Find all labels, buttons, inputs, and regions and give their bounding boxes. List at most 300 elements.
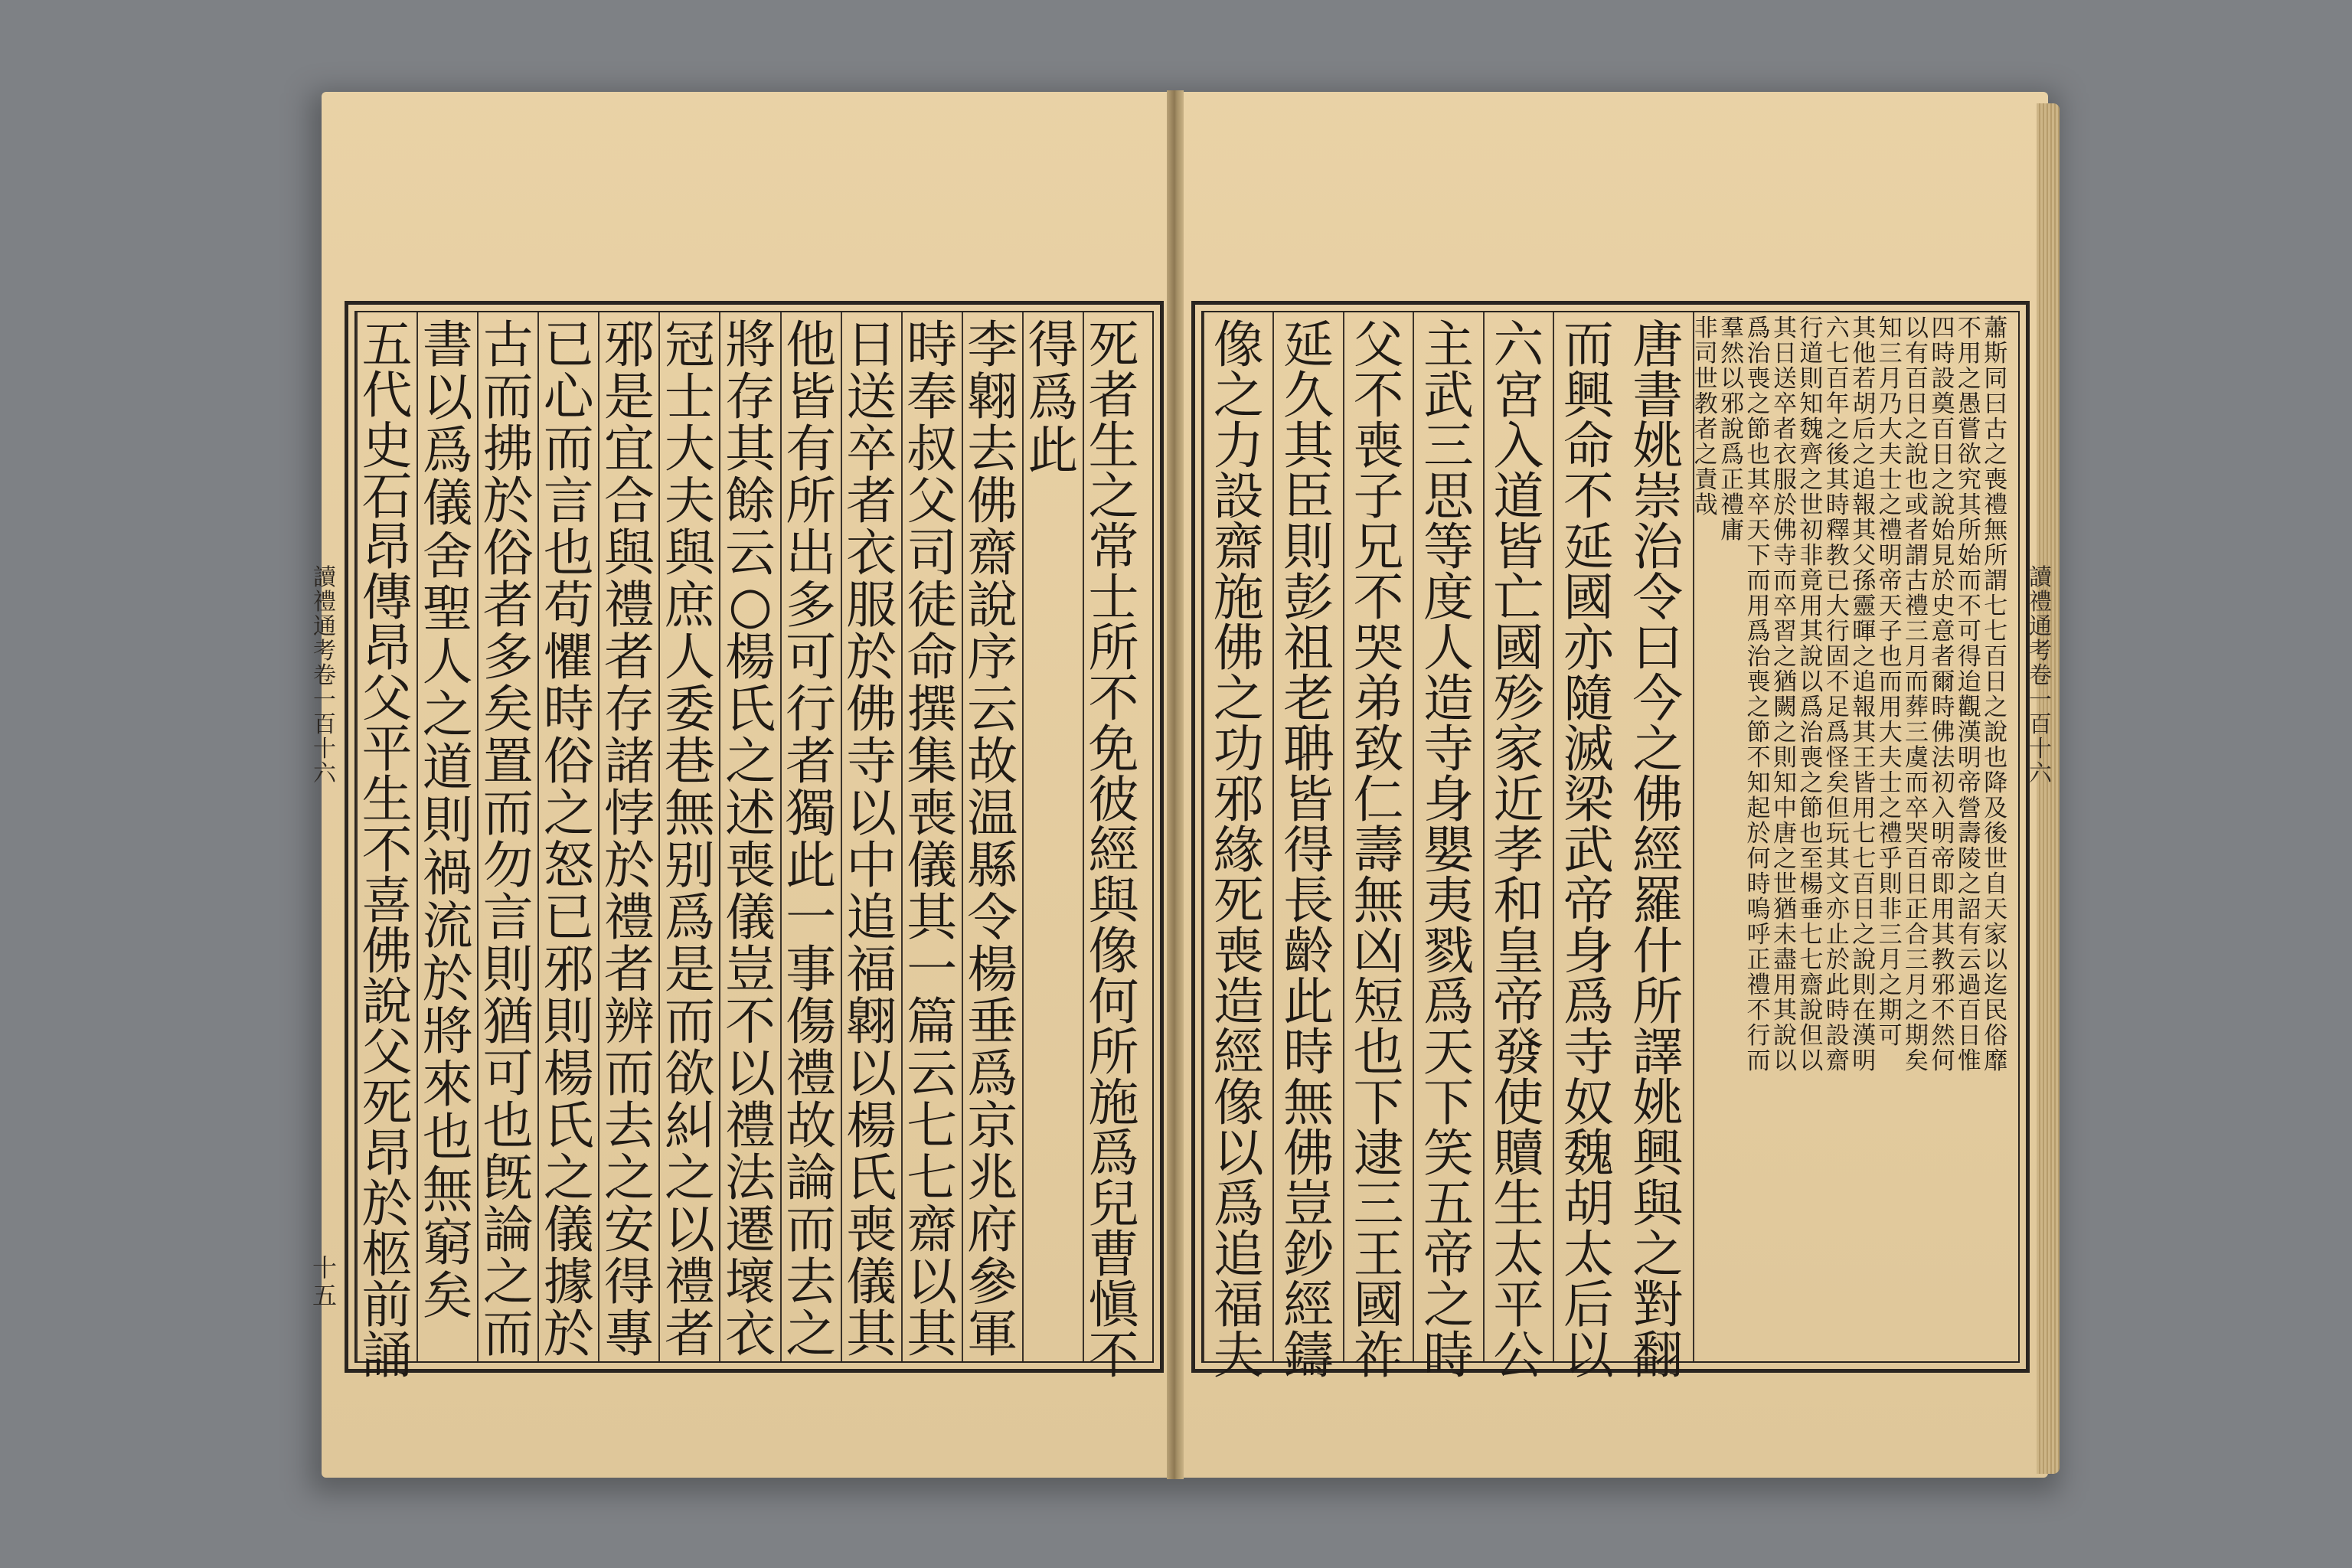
glyph: 老 bbox=[1283, 669, 1334, 728]
text-column bbox=[1483, 312, 1553, 1385]
glyph: 父 bbox=[1852, 542, 1877, 570]
glyph: 正 bbox=[1905, 896, 1929, 923]
glyph: 其 bbox=[846, 1305, 897, 1364]
glyph: 邪 bbox=[543, 940, 594, 999]
glyph: 國 bbox=[1353, 1276, 1404, 1334]
glyph: 行 bbox=[1746, 1022, 1771, 1050]
glyph: 書 bbox=[422, 315, 473, 374]
glyph: 翺 bbox=[967, 368, 1018, 426]
glyph: 而 bbox=[1878, 668, 1903, 696]
annotation-column bbox=[1693, 312, 1719, 1361]
glyph: 之 bbox=[1088, 467, 1139, 526]
glyph: 不 bbox=[724, 992, 776, 1051]
glyph: 喪 bbox=[1213, 922, 1264, 981]
glyph: 大 bbox=[1878, 416, 1903, 443]
glyph: 與 bbox=[664, 524, 715, 583]
glyph: 皆 bbox=[1852, 769, 1877, 797]
glyph: 則 bbox=[1283, 518, 1334, 577]
glyph: 與 bbox=[1632, 1174, 1684, 1233]
glyph: 禮 bbox=[1984, 492, 2008, 519]
glyph: 興 bbox=[1563, 366, 1614, 425]
glyph: 之 bbox=[1905, 416, 1929, 443]
glyph: 平 bbox=[361, 720, 413, 779]
glyph: 爲 bbox=[1423, 972, 1474, 1031]
glyph: 報 bbox=[1852, 694, 1877, 721]
glyph: 喪 bbox=[1799, 744, 1824, 772]
glyph: 延 bbox=[1563, 518, 1614, 577]
text-column bbox=[1413, 312, 1482, 1385]
glyph: 古 bbox=[1905, 567, 1929, 595]
glyph: 懼 bbox=[543, 628, 594, 687]
glyph: 嗚 bbox=[1746, 896, 1771, 923]
glyph: 蕭 bbox=[1984, 315, 2008, 342]
glyph: 以 bbox=[1772, 1047, 1797, 1075]
glyph: 楊 bbox=[543, 1044, 594, 1103]
text-column bbox=[1083, 312, 1143, 1385]
glyph: 也 bbox=[1905, 466, 1929, 494]
glyph: 於 bbox=[1746, 820, 1771, 848]
glyph: 說 bbox=[967, 576, 1018, 635]
glyph: 於 bbox=[1931, 567, 1955, 595]
glyph: 寺 bbox=[1423, 720, 1474, 779]
glyph: 不 bbox=[1957, 593, 1981, 620]
right-column-grid bbox=[1201, 311, 2020, 1385]
glyph: 正 bbox=[1746, 946, 1771, 974]
glyph: 思 bbox=[1423, 467, 1474, 526]
glyph: 得 bbox=[603, 1253, 655, 1312]
glyph: 兒 bbox=[1088, 1174, 1139, 1233]
glyph: 今 bbox=[1632, 669, 1684, 728]
glyph: 他 bbox=[1852, 340, 1877, 368]
glyph: 日 bbox=[1905, 390, 1929, 418]
glyph: 造 bbox=[1423, 669, 1474, 728]
glyph: 曹 bbox=[1088, 1225, 1139, 1284]
glyph: 窮 bbox=[422, 1214, 473, 1272]
glyph: 五 bbox=[1423, 1174, 1474, 1233]
glyph: 何 bbox=[1746, 845, 1771, 873]
glyph: 奠 bbox=[1931, 390, 1955, 418]
glyph: 國 bbox=[1493, 619, 1544, 678]
glyph: 福 bbox=[846, 940, 897, 999]
glyph: 已 bbox=[543, 888, 594, 947]
glyph: 其 bbox=[1799, 618, 1824, 645]
glyph: 王 bbox=[1353, 1225, 1404, 1284]
glyph: 贖 bbox=[1493, 1124, 1544, 1183]
glyph: 武 bbox=[1423, 366, 1474, 425]
glyph: 帝 bbox=[1423, 1225, 1474, 1284]
glyph: 氏 bbox=[724, 680, 776, 739]
glyph: 時 bbox=[1825, 997, 1850, 1024]
glyph: 序 bbox=[967, 628, 1018, 687]
glyph: 三 bbox=[1878, 340, 1903, 368]
glyph: 長 bbox=[1283, 871, 1334, 930]
glyph: 之 bbox=[786, 1305, 837, 1364]
glyph: 經 bbox=[1632, 821, 1684, 880]
glyph: 庸 bbox=[1720, 517, 1745, 544]
glyph: 卷 bbox=[2029, 662, 2052, 689]
glyph: 子 bbox=[1878, 618, 1903, 645]
glyph: 徒 bbox=[906, 576, 958, 635]
glyph: 言 bbox=[482, 888, 534, 947]
glyph: 其 bbox=[1852, 315, 1877, 342]
glyph: 者 bbox=[1772, 416, 1797, 443]
glyph: 隨 bbox=[1563, 669, 1614, 728]
glyph: 所 bbox=[1088, 619, 1139, 678]
glyph: 日 bbox=[1957, 1022, 1981, 1050]
glyph: 之 bbox=[724, 732, 776, 791]
glyph: 觀 bbox=[1957, 694, 1981, 721]
glyph: 以 bbox=[422, 368, 473, 427]
glyph: 究 bbox=[1957, 466, 1981, 494]
glyph: 后 bbox=[1563, 1276, 1614, 1334]
glyph: 時 bbox=[1423, 1326, 1474, 1385]
glyph: 翺 bbox=[846, 992, 897, 1051]
glyph: 用 bbox=[1772, 972, 1797, 999]
glyph: 一 bbox=[906, 940, 958, 999]
glyph: 以 bbox=[846, 1044, 897, 1103]
glyph: 之 bbox=[1213, 366, 1264, 425]
glyph: 送 bbox=[846, 368, 897, 426]
glyph: 帝 bbox=[1493, 972, 1544, 1031]
glyph: 欲 bbox=[664, 1044, 715, 1103]
glyph: 遷 bbox=[724, 1200, 776, 1259]
glyph: 時 bbox=[1825, 492, 1850, 519]
glyph: 年 bbox=[1825, 390, 1850, 418]
glyph: 於 bbox=[846, 628, 897, 687]
glyph: 京 bbox=[967, 1096, 1018, 1155]
glyph: 昂 bbox=[361, 619, 413, 678]
glyph: 用 bbox=[1957, 340, 1981, 368]
glyph: 漢 bbox=[1852, 1022, 1877, 1050]
glyph: 縣 bbox=[967, 836, 1018, 895]
glyph: 楊 bbox=[967, 940, 1018, 999]
glyph: 得 bbox=[1283, 821, 1334, 880]
glyph: 之 bbox=[543, 1148, 594, 1207]
glyph: 教 bbox=[1694, 390, 1718, 418]
glyph: 别 bbox=[664, 836, 715, 895]
glyph: 七 bbox=[1984, 618, 2008, 645]
glyph: 禮 bbox=[1878, 517, 1903, 544]
glyph: 也 bbox=[1353, 1023, 1404, 1082]
glyph: 等 bbox=[1423, 518, 1474, 577]
glyph: 三 bbox=[1423, 416, 1474, 475]
glyph: 也 bbox=[1799, 820, 1824, 848]
glyph: 時 bbox=[906, 315, 958, 374]
glyph: 之 bbox=[1772, 845, 1797, 873]
glyph: 何 bbox=[1931, 1047, 1955, 1075]
page-edge-stack bbox=[2037, 103, 2060, 1474]
glyph: 儀 bbox=[906, 836, 958, 895]
glyph: 通 bbox=[313, 613, 336, 640]
glyph: 之 bbox=[1931, 466, 1955, 494]
glyph: 猶 bbox=[482, 992, 534, 1051]
glyph: 其 bbox=[1825, 845, 1850, 873]
glyph: 經 bbox=[1088, 821, 1139, 880]
glyph: 爲 bbox=[422, 421, 473, 480]
glyph: 士 bbox=[1878, 466, 1903, 494]
glyph: 矣 bbox=[1905, 1047, 1929, 1075]
glyph: 生 bbox=[361, 770, 413, 829]
glyph: 者 bbox=[1931, 643, 1955, 671]
glyph: 爲 bbox=[664, 888, 715, 947]
glyph: 者 bbox=[664, 1305, 715, 1364]
left-text-frame bbox=[345, 301, 1164, 1385]
glyph: 日 bbox=[1852, 896, 1877, 923]
glyph: 夫 bbox=[1878, 441, 1903, 469]
glyph: 云 bbox=[724, 524, 776, 583]
glyph: 十 bbox=[312, 1253, 337, 1282]
glyph: 禮 bbox=[1720, 492, 1745, 519]
glyph: 糾 bbox=[664, 1096, 715, 1155]
glyph: 曰 bbox=[1984, 390, 2008, 418]
glyph: 喪 bbox=[906, 784, 958, 843]
glyph: 虞 bbox=[1905, 744, 1929, 772]
glyph: 怒 bbox=[543, 836, 594, 895]
glyph: 孝 bbox=[1493, 821, 1544, 880]
glyph: 之 bbox=[1852, 441, 1877, 469]
glyph: 傳 bbox=[361, 568, 413, 627]
glyph: 明 bbox=[1957, 744, 1981, 772]
glyph: 禮 bbox=[313, 589, 336, 616]
glyph: 苟 bbox=[543, 576, 594, 635]
glyph: 齋 bbox=[1213, 518, 1264, 577]
glyph: 武 bbox=[1563, 821, 1614, 880]
glyph: 叔 bbox=[906, 420, 958, 479]
glyph: 人 bbox=[664, 628, 715, 687]
glyph: 殄 bbox=[1493, 669, 1544, 728]
glyph: 庶 bbox=[664, 576, 715, 635]
glyph: 后 bbox=[1852, 416, 1877, 443]
glyph: 可 bbox=[482, 1044, 534, 1103]
glyph: 喜 bbox=[361, 871, 413, 930]
glyph: 之 bbox=[1632, 720, 1684, 779]
glyph: 垂 bbox=[967, 992, 1018, 1051]
glyph: 而 bbox=[543, 420, 594, 479]
glyph: 行 bbox=[1799, 315, 1824, 342]
text-column bbox=[416, 312, 477, 1361]
glyph: 人 bbox=[1423, 619, 1474, 678]
glyph: 送 bbox=[1772, 365, 1797, 393]
glyph: 佛 bbox=[1213, 619, 1264, 678]
glyph: 壽 bbox=[1957, 820, 1981, 848]
glyph: 於 bbox=[603, 836, 655, 895]
glyph: 存 bbox=[603, 680, 655, 739]
glyph: 陵 bbox=[1957, 845, 1981, 873]
glyph: 至 bbox=[1799, 845, 1824, 873]
glyph: 士 bbox=[1878, 769, 1903, 797]
glyph: 皇 bbox=[1493, 922, 1544, 981]
glyph: 云 bbox=[906, 1044, 958, 1103]
glyph: 喪 bbox=[1746, 365, 1771, 393]
text-column bbox=[658, 312, 719, 1364]
glyph: 三 bbox=[1353, 1174, 1404, 1233]
glyph: 一 bbox=[786, 888, 837, 947]
glyph: 考 bbox=[2029, 638, 2052, 665]
glyph: 服 bbox=[846, 576, 897, 635]
glyph: 以 bbox=[724, 1044, 776, 1103]
glyph: 父 bbox=[1353, 315, 1404, 374]
glyph: 不 bbox=[1088, 669, 1139, 728]
glyph: 七 bbox=[1799, 921, 1824, 949]
glyph: 不 bbox=[1825, 668, 1850, 696]
glyph: 之 bbox=[1984, 441, 2008, 469]
glyph: 者 bbox=[603, 628, 655, 687]
glyph: 生 bbox=[1493, 1174, 1544, 1233]
glyph: 聖 bbox=[422, 580, 473, 639]
glyph: 流 bbox=[422, 897, 473, 956]
glyph: 者 bbox=[482, 576, 534, 635]
glyph: 三 bbox=[1905, 719, 1929, 746]
glyph: 此 bbox=[1825, 972, 1850, 999]
glyph: 延 bbox=[1283, 315, 1334, 374]
text-column bbox=[719, 312, 779, 1364]
glyph: 命 bbox=[1563, 416, 1614, 475]
glyph: 者 bbox=[1088, 366, 1139, 425]
glyph: 之 bbox=[1905, 997, 1929, 1024]
glyph: 知 bbox=[1746, 769, 1771, 797]
text-column bbox=[780, 312, 841, 1364]
glyph: 百 bbox=[1931, 416, 1955, 443]
glyph: 多 bbox=[482, 628, 534, 687]
glyph: 謂 bbox=[1984, 567, 2008, 595]
text-column bbox=[1022, 312, 1083, 1361]
glyph: 楊 bbox=[724, 628, 776, 687]
annotation-column bbox=[1772, 312, 1798, 1361]
glyph: 無 bbox=[1984, 517, 2008, 544]
glyph: 笑 bbox=[1423, 1124, 1474, 1183]
glyph: 六 bbox=[313, 760, 336, 787]
glyph: 餘 bbox=[724, 472, 776, 531]
glyph: 非 bbox=[1878, 896, 1903, 923]
glyph: 惟 bbox=[1957, 1047, 1981, 1075]
glyph: 短 bbox=[1353, 972, 1404, 1031]
glyph: 其 bbox=[1772, 997, 1797, 1024]
glyph: 鈔 bbox=[1283, 1225, 1334, 1284]
glyph: 死 bbox=[1088, 315, 1139, 374]
glyph: 已 bbox=[543, 315, 594, 374]
glyph: 行 bbox=[786, 680, 837, 739]
glyph: 李 bbox=[967, 315, 1018, 374]
glyph: 喪 bbox=[1746, 668, 1771, 696]
glyph: 士 bbox=[1088, 568, 1139, 627]
glyph: 法 bbox=[724, 1148, 776, 1207]
glyph: 治 bbox=[1799, 719, 1824, 746]
glyph: 百 bbox=[313, 711, 336, 738]
glyph: 也 bbox=[1746, 441, 1771, 469]
glyph: 於 bbox=[361, 1174, 413, 1233]
glyph: 用 bbox=[1799, 593, 1824, 620]
glyph: 父 bbox=[906, 472, 958, 531]
annotation-column bbox=[1824, 312, 1851, 1361]
glyph: 期 bbox=[1878, 997, 1903, 1024]
text-column bbox=[901, 312, 962, 1364]
glyph: 靡 bbox=[1984, 1047, 2008, 1075]
glyph: 辨 bbox=[603, 992, 655, 1051]
text-column bbox=[1203, 312, 1272, 1385]
glyph: 佛 bbox=[361, 922, 413, 981]
glyph: 述 bbox=[724, 784, 776, 843]
glyph: 者 bbox=[846, 472, 897, 531]
glyph: 出 bbox=[786, 524, 837, 583]
glyph: 之 bbox=[1878, 492, 1903, 519]
glyph: 寺 bbox=[846, 732, 897, 791]
glyph: 久 bbox=[1283, 366, 1334, 425]
glyph: 時 bbox=[1746, 871, 1771, 898]
glyph: 爲 bbox=[1746, 618, 1771, 645]
glyph: 論 bbox=[482, 1200, 534, 1259]
glyph: 翻 bbox=[1632, 1326, 1684, 1385]
glyph: 卒 bbox=[1772, 390, 1797, 418]
glyph: 一 bbox=[313, 687, 336, 714]
glyph: 代 bbox=[361, 366, 413, 425]
glyph: 彭 bbox=[1283, 568, 1334, 627]
glyph: 於 bbox=[543, 1305, 594, 1364]
glyph: 宮 bbox=[1493, 366, 1544, 425]
glyph: 旣 bbox=[482, 1148, 534, 1207]
glyph: 愼 bbox=[1088, 1276, 1139, 1334]
glyph: 說 bbox=[1720, 416, 1745, 443]
glyph: 得 bbox=[1027, 315, 1079, 374]
glyph: 在 bbox=[1852, 997, 1877, 1024]
glyph: 於 bbox=[1825, 946, 1850, 974]
glyph: 即 bbox=[1931, 871, 1955, 898]
glyph: 凶 bbox=[1353, 922, 1404, 981]
glyph: 而 bbox=[1772, 567, 1797, 595]
text-column bbox=[598, 312, 658, 1364]
glyph: 俗 bbox=[543, 732, 594, 791]
glyph: 教 bbox=[1825, 542, 1850, 570]
glyph: 府 bbox=[967, 1200, 1018, 1259]
glyph: 葬 bbox=[1905, 694, 1929, 721]
annotation-column bbox=[1956, 312, 1982, 1361]
glyph: 固 bbox=[1825, 643, 1850, 671]
glyph: 之 bbox=[1799, 466, 1824, 494]
glyph: 其 bbox=[1746, 466, 1771, 494]
glyph: 不 bbox=[1746, 997, 1771, 1024]
glyph: 哭 bbox=[1905, 820, 1929, 848]
glyph: 不 bbox=[1746, 744, 1771, 772]
glyph: 緣 bbox=[1213, 821, 1264, 880]
glyph: 齋 bbox=[1825, 1047, 1850, 1075]
glyph: 說 bbox=[361, 972, 413, 1031]
glyph: 設 bbox=[1213, 467, 1264, 526]
glyph: 矣 bbox=[482, 680, 534, 739]
glyph: 喪 bbox=[846, 1200, 897, 1259]
glyph: 三 bbox=[1905, 946, 1929, 974]
glyph: 垂 bbox=[1799, 896, 1824, 923]
glyph: 止 bbox=[1825, 921, 1850, 949]
glyph: 委 bbox=[664, 680, 715, 739]
glyph: 心 bbox=[543, 368, 594, 426]
glyph: 以 bbox=[664, 1200, 715, 1259]
glyph: 冠 bbox=[664, 315, 715, 374]
glyph: 知 bbox=[1799, 390, 1824, 418]
glyph: 存 bbox=[724, 368, 776, 426]
annotation-column bbox=[1851, 312, 1877, 1361]
glyph: 乎 bbox=[1878, 845, 1903, 873]
glyph: 或 bbox=[1905, 492, 1929, 519]
glyph: 始 bbox=[1957, 542, 1981, 570]
glyph: 愚 bbox=[1957, 390, 1981, 418]
glyph: 禮 bbox=[2029, 589, 2052, 616]
glyph: 日 bbox=[1931, 441, 1955, 469]
glyph: 勿 bbox=[482, 836, 534, 895]
glyph: 經 bbox=[1213, 1023, 1264, 1082]
glyph: 皆 bbox=[1493, 518, 1544, 577]
glyph: 像 bbox=[1213, 315, 1264, 374]
glyph: 此 bbox=[786, 836, 837, 895]
glyph: 漢 bbox=[1957, 719, 1981, 746]
